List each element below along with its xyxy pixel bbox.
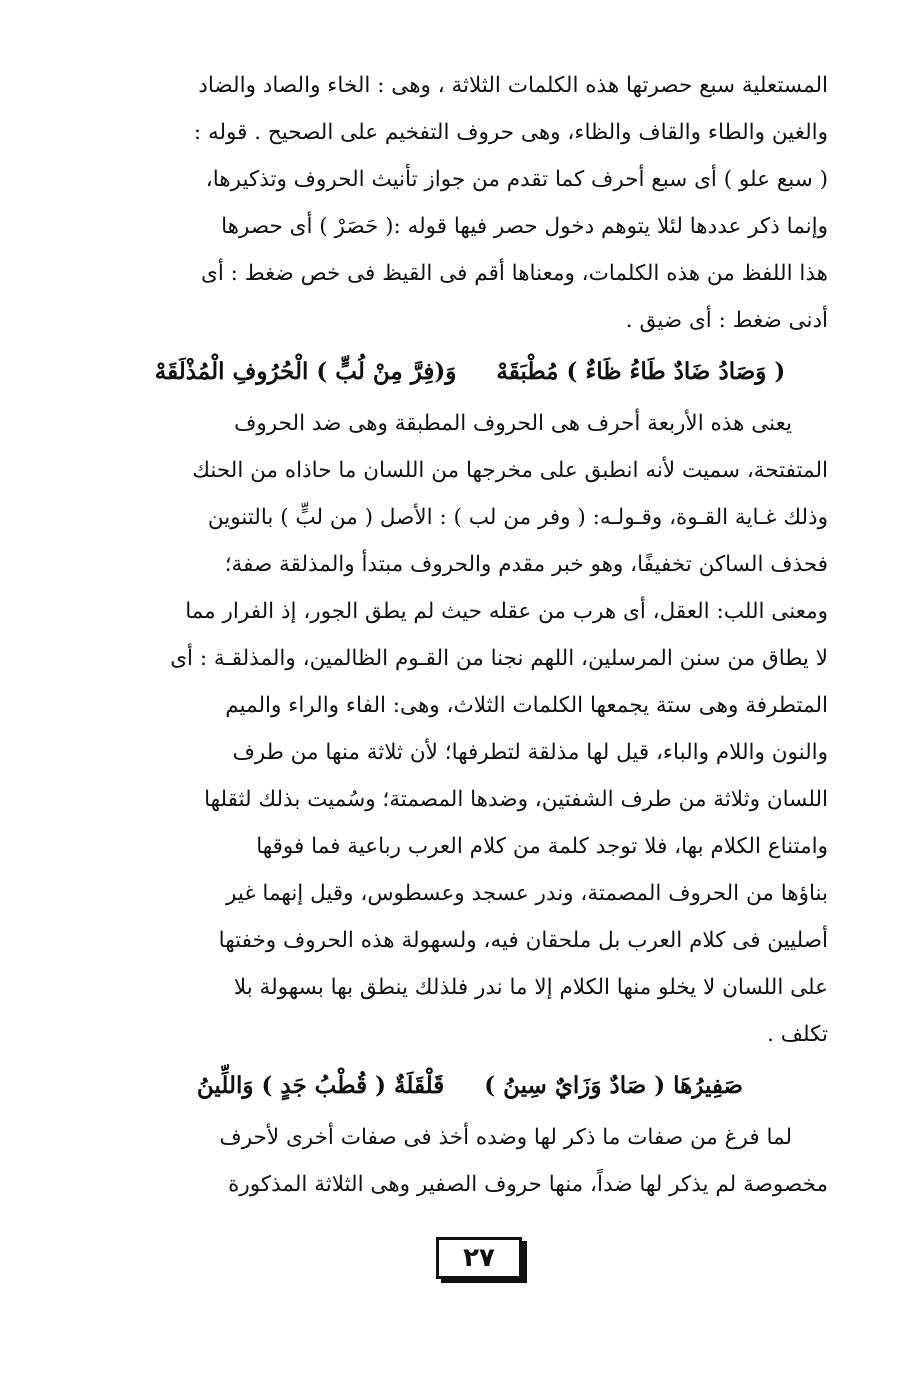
text-line: على اللسان لا يخلو منها الكلام إلا ما ندر فلذلك ينطق بها بسهولة بلا xyxy=(233,975,828,1000)
verse-hemistich-1: صَفِيرُهَا ( صَادٌ وَزَايٌ سِينُ ) xyxy=(484,1072,744,1099)
text-line: والنون واللام والباء، قيل لها مذلقة لتطرفها؛ لأن ثلاثة منها من طرف xyxy=(232,740,828,765)
text-line: اللسان وثلاثة من طرف الشفتين، وضدها المصمتة؛ وسُميت بذلك لثقلها xyxy=(204,787,828,812)
text-line: وإنما ذكر عددها لئلا يتوهم دخول حصر فيها قوله :( حَصَرْ ) أى حصرها xyxy=(221,214,828,239)
text-line: هذا اللفظ من هذه الكلمات، ومعناها أقم فى القيظ فى خص ضغط : أى xyxy=(201,261,828,286)
text-line: أصليين فى كلام العرب بل ملحقان فيه، ولسهولة هذه الحروف وخفتها xyxy=(218,928,828,953)
text-line: يعنى هذه الأربعة أحرف هى الحروف المطبقة وهى ضد الحروف xyxy=(234,411,792,436)
verse-hemistich-2: قَلْقَلَةٌ ( قُطْبُ جَدٍ ) وَاللِّينُ xyxy=(196,1072,445,1099)
text-line: المستعلية سبع حصرتها هذه الكلمات الثلاثة ، وهى : الخاء والصاد والضاد xyxy=(198,73,828,98)
text-line: ( سبع علو ) أى سبع أحرف كما تقدم من جواز تأنيث الحروف وتذكيرها، xyxy=(205,167,828,192)
text-line: تكلف . xyxy=(767,1022,828,1047)
book-page xyxy=(112,62,828,1292)
verse-hemistich-1: ( وَصَادُ ضَادٌ طَاءُ ظَاءٌ ) مُطْبَقَهْ xyxy=(496,358,786,385)
paragraph-commentary-2 xyxy=(112,400,828,1058)
text-line: بناؤها من الحروف المصمتة، وندر عسجد وعسطوس، وقيل إنهما غير xyxy=(226,881,828,906)
text-line: لا يطاق من سنن المرسلين، اللهم نجنا من القـوم الظالمين، والمذلقـة : أى xyxy=(170,646,828,671)
verse-hemistich-2: وَ(فِرَّ مِنْ لُبٍّ ) الْحُرُوفِ الْمُذْلَقَهْ xyxy=(154,358,457,385)
text-line: لما فرغ من صفات ما ذكر لها وضده أخذ فى صفات أخرى لأحرف xyxy=(219,1125,792,1150)
paragraph-commentary-1 xyxy=(112,62,828,344)
text-line: المتطرفة وهى ستة يجمعها الكلمات الثلاث، وهى: الفاء والراء والميم xyxy=(225,693,828,718)
poem-verse-1 xyxy=(112,344,828,400)
text-line: ومعنى اللب: العقل، أى هرب من عقله حيث لم يطق الجور، إذ الفرار مما xyxy=(185,599,828,624)
paragraph-commentary-3 xyxy=(112,1114,828,1208)
text-line: وذلك غـاية القـوة، وقـولـه: ( وفر من لب ) : الأصل ( من لبٍّ ) بالتنوين xyxy=(207,505,828,530)
text-line: أدنى ضغط : أى ضيق . xyxy=(625,308,828,333)
text-line: والغين والطاء والقاف والظاء، وهى حروف التفخيم على الصحيح . قوله : xyxy=(193,120,828,145)
text-line: مخصوصة لم يذكر لها ضداً، منها حروف الصفير وهى الثلاثة المذكورة xyxy=(228,1172,828,1197)
text-line: وامتناع الكلام بها، فلا توجد كلمة من كلام العرب رباعية فما فوقها xyxy=(256,834,828,859)
text-line: فحذف الساكن تخفيفًا، وهو خبر مقدم والحروف مبتدأ والمذلقة صفة؛ xyxy=(224,552,828,577)
page-number-box: ٢٧ xyxy=(436,1237,522,1279)
poem-verse-2 xyxy=(112,1058,828,1114)
text-line: المتفتحة، سميت لأنه انطبق على مخرجها من اللسان ما حاذاه من الحنك xyxy=(192,458,828,483)
